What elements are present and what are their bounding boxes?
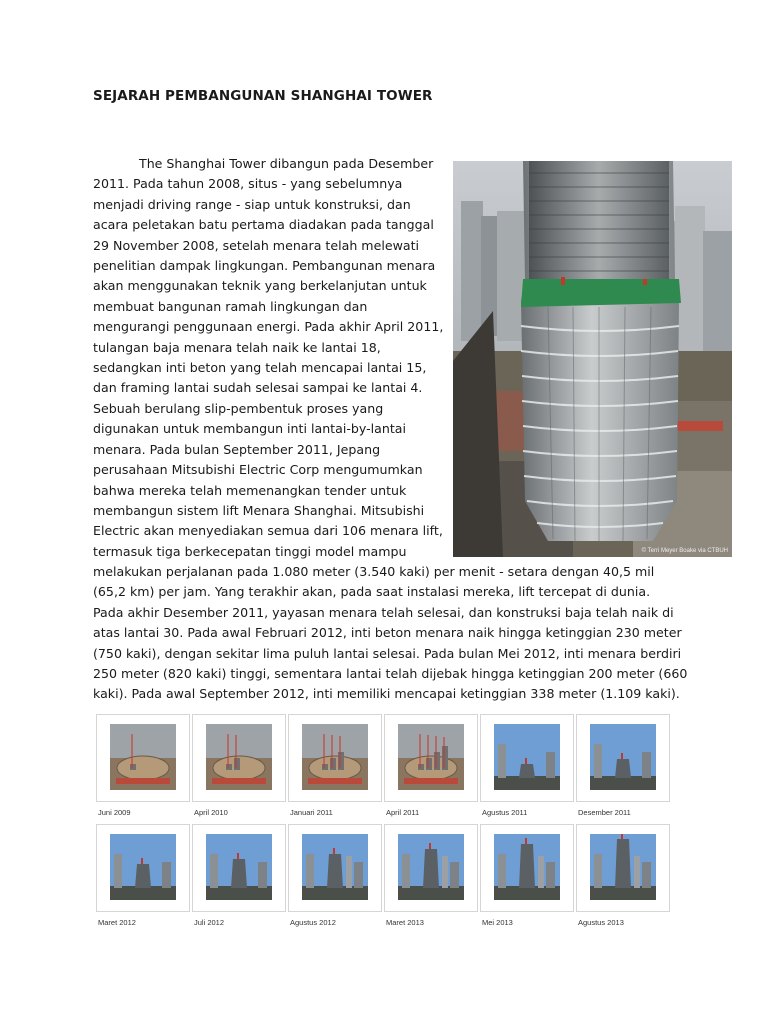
paragraph-line: Pada akhir Desember 2011, yayasan menara telah selesai, dan konstruksi baja telah naik di	[93, 604, 674, 620]
paragraph-line: atas lantai 30. Pada awal Februari 2012, inti beton menara naik hingga ketinggian 230 meter	[93, 625, 682, 641]
construction-stage-image	[302, 834, 368, 900]
paragraph-line: Electric akan menyediakan semua dari 106 menara lift,	[93, 523, 443, 539]
paragraph-line: termasuk tiga berkecepatan tinggi model mampu	[93, 543, 407, 559]
hero-photo	[453, 161, 732, 557]
gallery-caption: Agustus 2013	[578, 918, 624, 927]
paragraph-line: tulangan baja menara telah naik ke lantai 18,	[93, 339, 381, 355]
paragraph-line: bahwa mereka telah memenangkan tender untuk	[93, 482, 407, 498]
paragraph-line: acara peletakan batu pertama diadakan pada tanggal	[93, 217, 434, 233]
gallery-caption: Maret 2012	[98, 918, 136, 927]
gallery-thumbnail[interactable]	[96, 714, 190, 802]
paragraph-line: 2011. Pada tahun 2008, situs - yang sebelumnya	[93, 176, 403, 192]
paragraph-line: melakukan perjalanan pada 1.080 meter (3.540 kaki) per menit - setara dengan 40,5 mil	[93, 564, 655, 579]
paragraph-line: (750 kaki), dengan sekitar lima puluh lantai selesai. Pada bulan Mei 2012, inti menara berdiri	[93, 645, 682, 661]
construction-stage-image	[398, 724, 464, 790]
shanghai-tower-construction-photo	[453, 161, 732, 557]
gallery-caption: Juni 2009	[98, 808, 131, 817]
construction-stage-image	[302, 724, 368, 790]
paragraph-line: 29 November 2008, setelah menara telah melewati	[93, 237, 420, 253]
paragraph-line: 250 meter (820 kaki) tinggi, sementara lantai telah dijebak hingga ketinggian 200 meter (660	[93, 666, 688, 682]
gallery-thumbnail[interactable]	[480, 714, 574, 802]
gallery-thumbnail[interactable]	[288, 714, 382, 802]
gallery-thumbnail[interactable]	[288, 824, 382, 912]
construction-stage-image	[206, 834, 272, 900]
paragraph-line: (65,2 km) per jam. Yang terakhir akan, pada saat instalasi mereka, lift tercepat di dunia.	[93, 584, 651, 600]
gallery-thumbnail[interactable]	[480, 824, 574, 912]
gallery-caption: April 2011	[386, 808, 420, 817]
paragraph-narrow	[93, 154, 453, 562]
construction-stage-image	[590, 834, 656, 900]
gallery-thumbnail[interactable]	[576, 824, 670, 912]
paragraph-line: Sebuah berulang slip-pembentuk proses yang	[93, 400, 384, 416]
gallery-caption: Agustus 2012	[290, 918, 336, 927]
gallery-caption: Januari 2011	[290, 808, 333, 817]
gallery-caption: Maret 2013	[386, 918, 424, 927]
paragraph-line: membangun sistem lift Menara Shanghai. Mitsubishi	[93, 502, 425, 518]
construction-stage-image	[110, 724, 176, 790]
gallery-caption: April 2010	[194, 808, 228, 817]
paragraph-line: menara. Pada bulan September 2011, Jepang	[93, 441, 381, 457]
construction-stage-image	[206, 724, 272, 790]
gallery-thumbnail[interactable]	[384, 714, 478, 802]
construction-stage-image	[110, 834, 176, 900]
paragraph-line: perusahaan Mitsubishi Electric Corp mengumumkan	[93, 462, 423, 478]
gallery-caption: Juli 2012	[194, 918, 225, 927]
paragraph-line: sedangkan inti beton yang telah mencapai lantai 15,	[93, 360, 427, 376]
gallery-thumbnail[interactable]	[96, 824, 190, 912]
paragraph-line: The Shanghai Tower dibangun pada Desember	[139, 156, 434, 171]
gallery-thumbnail[interactable]	[384, 824, 478, 912]
construction-stage-image	[590, 724, 656, 790]
paragraph-line: penelitian dampak lingkungan. Pembangunan menara	[93, 258, 436, 274]
paragraph-wide	[93, 562, 688, 705]
paragraph-line: digunakan untuk membangun inti lantai-by-lantai	[93, 421, 406, 437]
paragraph-line: kaki). Pada awal September 2012, inti memiliki mencapai ketinggian 338 meter (1.109 kaki).	[93, 686, 680, 702]
gallery-thumbnail[interactable]	[192, 714, 286, 802]
gallery-thumbnail[interactable]	[576, 714, 670, 802]
gallery-caption: Agustus 2011	[482, 808, 528, 817]
paragraph-line: mengurangi penggunaan energi. Pada akhir April 2011,	[93, 319, 444, 335]
page-title: SEJARAH PEMBANGUNAN SHANGHAI TOWER	[93, 88, 433, 104]
construction-stage-image	[398, 834, 464, 900]
paragraph-line: dan framing lantai sudah selesai sampai ke lantai 4.	[93, 380, 423, 396]
construction-stage-image	[494, 724, 560, 790]
paragraph-line: akan menggunakan teknik yang berkelanjutan untuk	[93, 278, 427, 294]
photo-credit: © Terri Meyer Boake via CTBUH	[641, 548, 728, 554]
gallery-caption: Desember 2011	[578, 808, 631, 817]
gallery-thumbnail[interactable]	[192, 824, 286, 912]
paragraph-line: membuat bangunan ramah lingkungan dan	[93, 298, 368, 314]
paragraph-line: menjadi driving range - siap untuk konstruksi, dan	[93, 196, 411, 212]
gallery-caption: Mei 2013	[482, 918, 513, 927]
construction-stage-image	[494, 834, 560, 900]
